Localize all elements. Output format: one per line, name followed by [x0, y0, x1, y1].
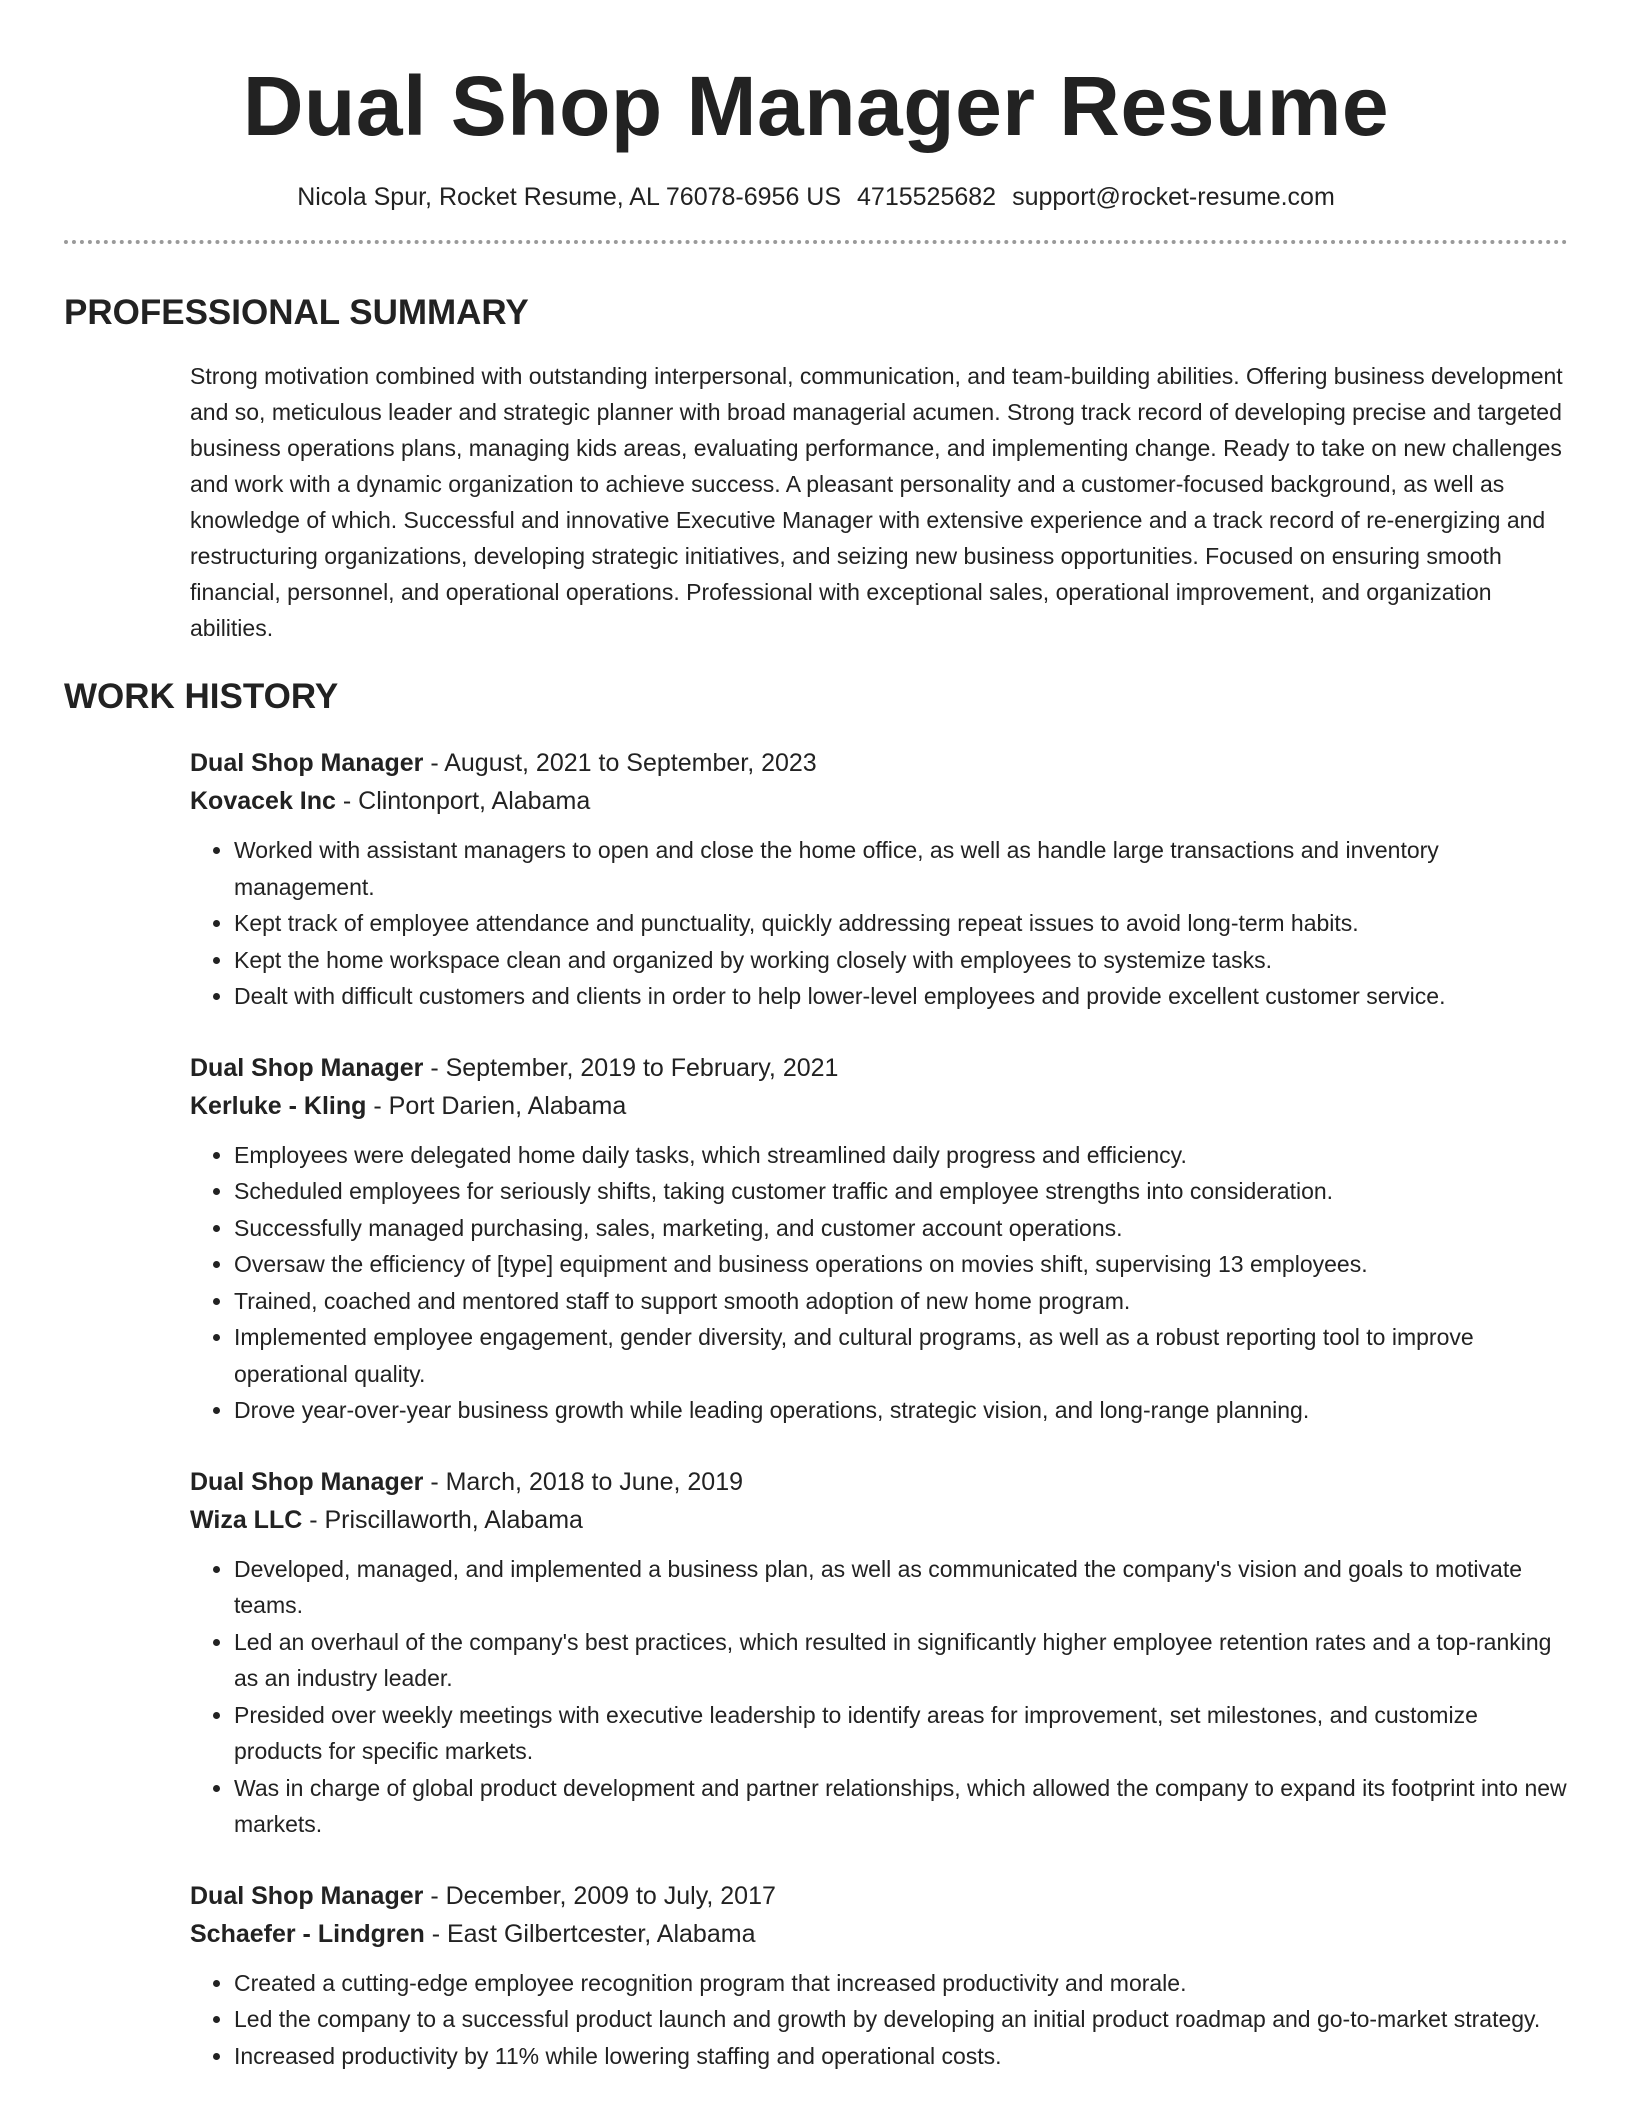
job-bullet: • Dealt with difficult customers and clients in order to help lower-level employees and provide excellent customer service. [234, 978, 1568, 1015]
job-bullet: • Scheduled employees for seriously shifts, taking customer traffic and employee strengths into consideration. [234, 1173, 1568, 1210]
job-company-line [190, 1915, 1568, 1953]
job-title-line [190, 1463, 1568, 1501]
contact-address: Nicola Spur, Rocket Resume, AL 76078-6956 US [297, 183, 842, 211]
job-location: - Priscillaworth, Alabama [302, 1505, 583, 1534]
job-company-line [190, 1087, 1568, 1125]
job-title-line [190, 1877, 1568, 1915]
job-company: Wiza LLC [190, 1505, 303, 1534]
job-bullet: • Led an overhaul of the company's best practices, which resulted in significantly higher employee retention rates and a top-ranking as an industry leader. [234, 1624, 1568, 1697]
job-company-line [190, 1501, 1568, 1539]
job-bullet: • Worked with assistant managers to open and close the home office, as well as handle large transactions and inventory management. [234, 832, 1568, 905]
job-bullet: • Successfully managed purchasing, sales, marketing, and customer account operations. [234, 1210, 1568, 1247]
job-bullet: • Kept the home workspace clean and organized by working closely with employees to systemize tasks. [234, 942, 1568, 979]
job-dates: - September, 2019 to February, 2021 [423, 1053, 839, 1082]
job-bullet: • Trained, coached and mentored staff to support smooth adoption of new home program. [234, 1283, 1568, 1320]
job-title: Dual Shop Manager [190, 749, 424, 777]
summary-text: Strong motivation combined with outstanding interpersonal, communication, and team-building abilities. Offering business development and so, meticulous leader and strategic planner with broad managerial acumen. Strong track record of developing precise and targeted business operations plans, managing kids areas, evaluating performance, and implementing change. Ready to take on new challenges and work with a dynamic organization to achieve success. A pleasant personality and a customer-focused background, as well as knowledge of which. Successful and innovative Executive Manager with extensive experience and a track record of re-energizing and restructuring organizations, developing strategic initiatives, and seizing new business opportunities. Focused on ensuring smooth financial, personnel, and operational operations. Professional with exceptional sales, operational improvement, and organization abilities. [190, 363, 1563, 641]
job-bullet: • Was in charge of global product development and partner relationships, which allowed the company to expand its footprint into new markets. [234, 1770, 1568, 1843]
job-bullet: • Presided over weekly meetings with executive leadership to identify areas for improvement, set milestones, and customize products for specific markets. [234, 1697, 1568, 1770]
job-bullet: • Employees were delegated home daily tasks, which streamlined daily progress and efficiency. [234, 1137, 1568, 1174]
job-title: Dual Shop Manager [190, 1467, 424, 1496]
job-location: - Clintonport, Alabama [335, 787, 591, 815]
job-bullets [190, 832, 1568, 1015]
job-title: Dual Shop Manager [190, 1881, 424, 1910]
job-company: Kovacek Inc [190, 787, 336, 815]
job-bullet: • Led the company to a successful product launch and growth by developing an initial product roadmap and go-to-market strategy. [234, 2001, 1568, 2038]
job-location: - Port Darien, Alabama [366, 1091, 627, 1120]
job-company-line [190, 782, 1568, 820]
job-bullet: • Kept track of employee attendance and punctuality, quickly addressing repeat issues to avoid long-term habits. [234, 905, 1568, 942]
job-entry [190, 1877, 1568, 2075]
job-bullet: • Increased productivity by 11% while lowering staffing and operational costs. [234, 2038, 1568, 2075]
work-history-heading: WORK HISTORY [64, 677, 339, 716]
job-company: Kerluke - Kling [190, 1091, 367, 1120]
contact-email: support@rocket-resume.com [1012, 183, 1335, 211]
job-bullets [190, 1137, 1568, 1429]
job-bullet: • Oversaw the efficiency of [type] equipment and business operations on movies shift, supervising 13 employees. [234, 1246, 1568, 1283]
job-title: Dual Shop Manager [190, 1053, 424, 1082]
job-dates: - March, 2018 to June, 2019 [423, 1467, 744, 1496]
job-title-line [190, 1049, 1568, 1087]
header-divider [64, 240, 1568, 244]
job-entry [190, 1049, 1568, 1429]
job-bullets [190, 1551, 1568, 1843]
job-bullet: • Created a cutting-edge employee recognition program that increased productivity and morale. [234, 1965, 1568, 2002]
job-bullet: • Implemented employee engagement, gender diversity, and cultural programs, as well as a robust reporting tool to improve operational quality. [234, 1319, 1568, 1392]
resume-title: Dual Shop Manager Resume [242, 59, 1390, 153]
resume-page [64, 0, 1568, 2074]
job-entry [190, 744, 1568, 1015]
job-bullet: • Drove year-over-year business growth while leading operations, strategic vision, and long-range planning. [234, 1392, 1568, 1429]
job-dates: - August, 2021 to September, 2023 [423, 749, 817, 777]
job-title-line [190, 744, 1568, 782]
job-bullet: • Developed, managed, and implemented a business plan, as well as communicated the company's vision and goals to motivate teams. [234, 1551, 1568, 1624]
job-company: Schaefer - Lindgren [190, 1919, 425, 1948]
job-entry [190, 1463, 1568, 1843]
contact-phone: 4715525682 [857, 183, 997, 211]
summary-heading: PROFESSIONAL SUMMARY [64, 293, 529, 332]
job-dates: - December, 2009 to July, 2017 [423, 1881, 776, 1910]
contact-line [64, 180, 1568, 214]
job-bullets [190, 1965, 1568, 2075]
job-location: - East Gilbertcester, Alabama [424, 1919, 756, 1948]
